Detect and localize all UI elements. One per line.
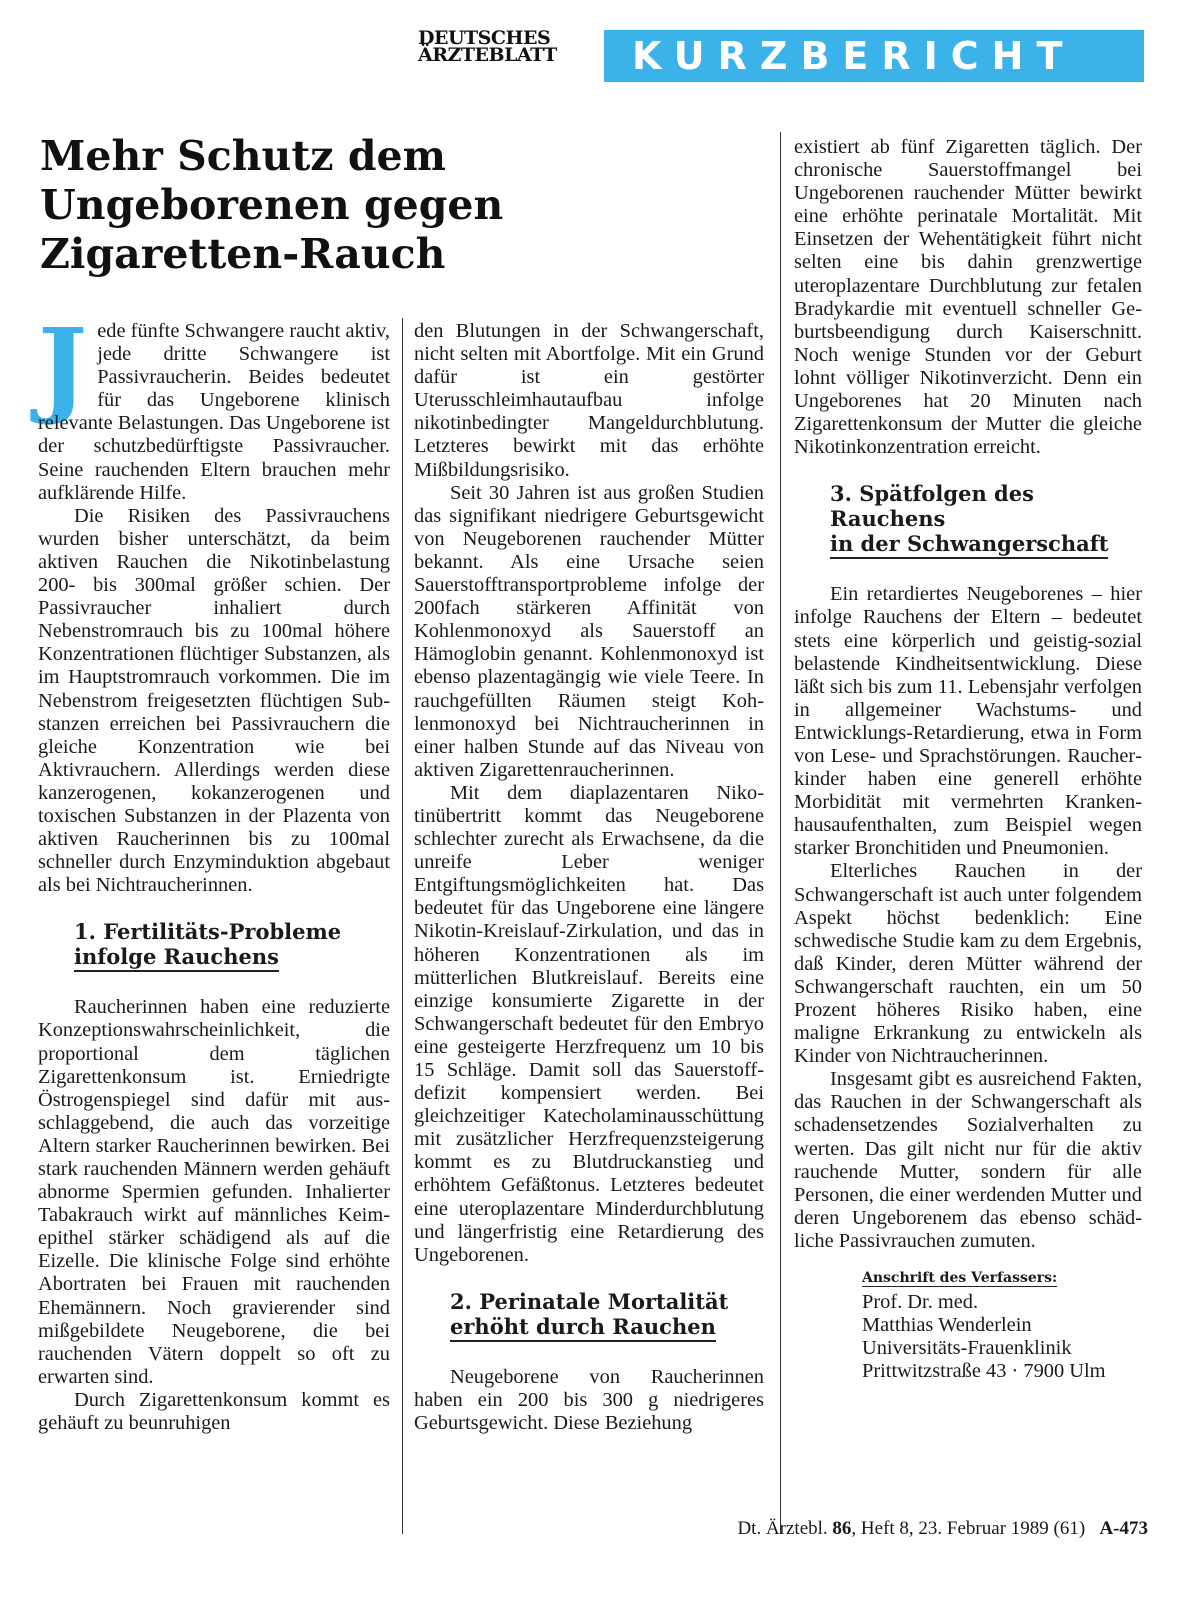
- column-2: [414, 320, 764, 1435]
- subheading-line: infolge Rauchens: [74, 944, 279, 972]
- subheading-late-effects: [830, 481, 1142, 559]
- subheading-line: 1. Fertilitäts-Probleme: [74, 919, 342, 945]
- paragraph: Raucherinnen haben eine reduzierte Konzeptionswahrscheinlichkeit, die proportional dem täglichen Zigarettenkonsum ist. Erniedrigte Östrogenspiegel sind dafür mit ausschlaggebend, die auch das vorzeitige Altern starker Raucherinnen bewirken. Bei stark rauchenden Männern werden gehäuft abnorme Spermien gefunden. Inhalierter Tabakrauch wirkt auf männliches Keimepithel stärker schädigend als auf die Eizelle. Die klinische Folge sind erhöhte Abortraten bei Frauen mit rauchenden Ehemännern. Noch gravierender sind mißgebildete Neugeborene, die bei rauchenden Vätern doppelt so oft zu erwarten sind.: [38, 996, 390, 1388]
- footer-page-number: A-473: [1099, 1518, 1148, 1539]
- page-footer: [737, 1517, 1148, 1541]
- address-line: Matthias Wenderlein: [862, 1314, 1032, 1337]
- address-heading: Anschrift des Verfassers:: [862, 1270, 1058, 1287]
- paragraph: Ein retardiertes Neugeborenes – hier infolge Rauchens der Eltern – bedeutet stets eine körperlich und geistig-sozial belastende Kindheitsentwicklung. Diese läßt sich bis zum 11. Lebensjahr verfolgen in allgemeiner Wachstums- und Entwicklungs-Retardierung, etwa in Form von Lese- und Sprachstörungen. Raucherkinder haben eine generell erhöhte Morbidität mit vermehrten Krankenhausaufenthalten, zum Beispiel wegen starker Bronchitiden und Pneumonien.: [794, 583, 1142, 860]
- paragraph: Elterliches Rauchen in der Schwangerschaft ist auch unter folgendem Aspekt höchst bedenklich: Eine schwedische Studie kam zu dem Ergebnis, daß Kinder, deren Mütter während der Schwangerschaft rauchten, ein um 50 Prozent höheres Risiko haben, eine maligne Erkrankung zu entwickeln als Kinder von Nichtraucherinnen.: [794, 860, 1142, 1068]
- author-address: [862, 1291, 1142, 1383]
- footer-journal: Dt. Ärztebl.: [737, 1518, 828, 1539]
- footer-volume: 86: [832, 1518, 852, 1539]
- subheading-mortality: [450, 1289, 764, 1342]
- drop-cap: J: [38, 305, 88, 428]
- journal-masthead: [418, 27, 594, 66]
- paragraph: Durch Zigarettenkonsum kommt es gehäuft zu beunruhigen: [38, 1388, 390, 1435]
- paragraph: Insgesamt gibt es ausreichend Fakten, das Rauchen in der Schwangerschaft als schadensetzendes Sozialverhalten zu werten. Das gilt nicht nur für die aktiv rauchende Mutter, sondern für alle Personen, die einer werdenden Mutter und deren Ungeborenem das ebenso schädliche Passivrauchen zumuten.: [794, 1068, 1142, 1252]
- subheading-line: Rauchens: [830, 506, 946, 532]
- paragraph: Neugeborene von Raucherinnen haben ein 200 bis 300 g niedrigeres Geburtsgewicht. Diese Beziehung: [414, 1365, 764, 1435]
- intro-text: ede fünfte Schwangere raucht aktiv, jede dritte Schwangere ist Passivraucherin. Beides bedeutet für das Ungeborene klinisch relevante Belastungen. Das Ungeborene ist der schutzbedürftigste Passivraucher. Seine rauchenden Eltern brauchen mehr aufklärende Hilfe.: [38, 320, 390, 504]
- masthead-line-2: ÄRZTEBLATT: [418, 44, 557, 66]
- intro-paragraph: [38, 305, 390, 505]
- column-3: [794, 136, 1142, 1383]
- footer-issue: , Heft 8, 23. Februar 1989 (61): [851, 1518, 1086, 1539]
- paragraph: den Blutungen in der Schwangerschaft, nicht selten mit Abortfolge. Mit ein Grund dafür ist ein gestörter Uterusschleimhautaufbau infolge nikotinbedingter Mangeldurchblutung. Letzteres bewirkt mit das erhöhte Mißbildungsrisiko.: [414, 320, 764, 481]
- section-banner: KURZBERICHT: [604, 30, 1144, 82]
- paragraph: Seit 30 Jahren ist aus großen Studien das signifikant niedrigere Geburtsgewicht von Neugeborenen rauchender Mütter bekannt. Als eine Ursache seien Sauerstofftransportprobleme infolge der 200fach stärkeren Affinität von Kohlenmonoxyd als Sauerstoff an Hämoglobin genannt. Kohlenmonoxyd ist ebenso plazentagängig wie viele Teere. In rauchgefüllten Räumen steigt Kohlenmonoxyd bei Nichtraucherinnen in einer halben Stunde auf das Niveau von aktiven Zigarettenraucherinnen.: [414, 481, 764, 781]
- subheading-line: erhöht durch Rauchen: [450, 1314, 716, 1342]
- subheading-fertility: [74, 919, 390, 972]
- paragraph: existiert ab fünf Zigaretten täglich. Der chronische Sauerstoffmangel bei Ungeborenen rauchender Mütter bewirkt eine erhöhte perinatale Mortalität. Mit Einsetzen der Wehentätigkeit führt nicht selten eine bis dahin grenzwertige uteroplazentare Durchblutung zur fetalen Bradykardie mit eventuell schneller Geburtsbeendigung durch Kaiserschnitt. Noch wenige Stunden vor der Geburt lohnt völliger Nikotinverzicht. Denn ein Ungeborenes hat 20 Minuten nach Zigarettenkonsum der Mutter die gleiche Nikotinkonzentration erreicht.: [794, 136, 1142, 459]
- subheading-line: in der Schwangerschaft: [830, 531, 1108, 559]
- column-divider-2: [780, 132, 781, 1534]
- address-line: Prittwitzstraße 43 · 7900 Ulm: [862, 1360, 1106, 1383]
- paragraph: Mit dem diaplazentaren Nikotinübertritt kommt das Neugeborene schlechter zurecht als Erwachsene, da die unreife Leber weniger Entgiftungsmöglichkeiten hat. Das bedeutet für das Ungeborene eine längere Nikotin-Kreislauf-Zirkulation, und das in höheren Konzentrationen als im mütterlichen Blutkreislauf. Bereits eine einzige konsumierte Zigarette in der Schwangerschaft bedeutet für den Embryo eine gesteigerte Herzfrequenz um 10 bis 15 Schläge. Damit soll das Sauerstoffdefizit kompensiert werden. Bei gleichzeitiger Katecholaminausschüttung mit zusätzlicher Herzfrequenzsteigerung kommt es zu Blutdruckanstieg und erhöhtem Gefäßtonus. Letzteres bedeutet eine uteroplazentare Minderdurchblutung und längerfristig eine Retardierung des Ungeborenen.: [414, 781, 764, 1266]
- subheading-line: 3. Spätfolgen des: [830, 481, 1034, 507]
- column-divider-1: [402, 318, 403, 1534]
- subheading-line: 2. Perinatale Mortalität: [450, 1288, 729, 1314]
- address-line: Prof. Dr. med.: [862, 1291, 979, 1314]
- paragraph: Die Risiken des Passivrauchens wurden bisher unterschätzt, da beim aktiven Rauchen die Nikotinbelastung 200- bis 300mal größer schien. Der Passivraucher inhaliert durch Nebenstromrauch bis zu 100mal höhere Konzentrationen flüchtiger Substanzen, als im Hauptstromrauch vorkommen. Die im Nebenstrom freigesetzten flüchtigen Substanzen erreichen bei Passivrauchern die gleiche Konzentration wie bei Aktivrauchern. Allerdings werden diese kanzerogenen, kokanzerogenen und toxischen Substanzen in der Plazenta von aktiven Raucherinnen bis zu 100mal schneller durch Enzyminduktion abgebaut als bei Nichtraucherinnen.: [38, 504, 390, 897]
- masthead-line-1: DEUTSCHES: [418, 27, 551, 49]
- column-1: [38, 305, 390, 1435]
- address-line: Universitäts-Frauenklinik: [862, 1337, 1072, 1360]
- article-title: Mehr Schutz dem Ungeborenen gegen Zigaretten-Rauch: [40, 132, 504, 278]
